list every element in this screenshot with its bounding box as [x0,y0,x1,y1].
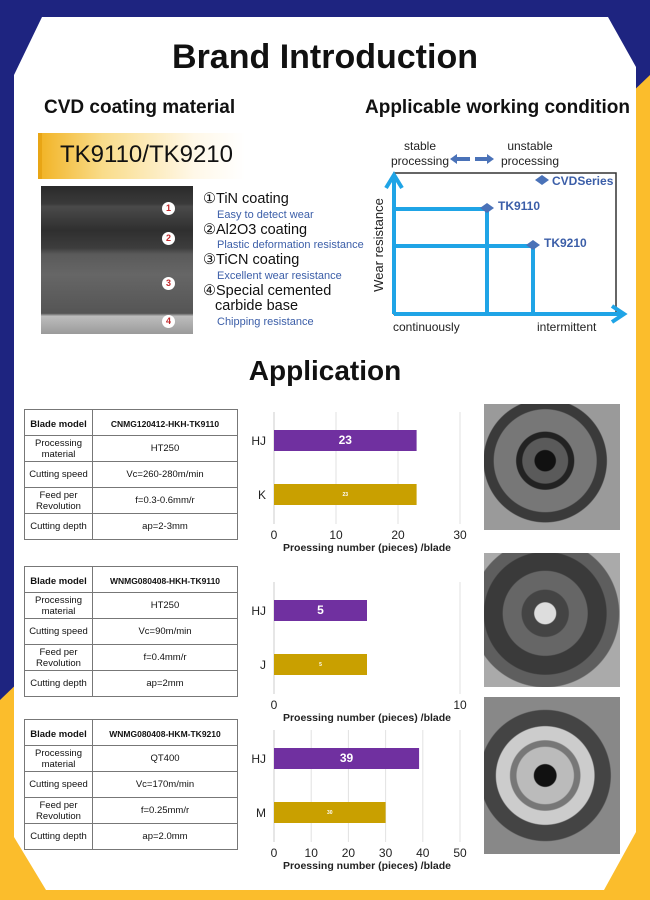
processing-chart [250,574,470,724]
tick-label: 50 [453,846,467,860]
spec-label: Feed per Revolution [25,645,93,671]
spec-value: ap=2mm [93,671,238,697]
spec-value: HT250 [93,436,238,462]
layer-desc: Plastic deformation resistance [217,239,364,251]
data-label: 23 [342,492,349,498]
layer-name: ①TiN coating [203,191,289,207]
data-label: 39 [339,751,354,765]
tick-label: 10 [329,528,343,542]
layer-marker: 4 [162,315,175,328]
spec-value: Vc=260-280m/min [93,462,238,488]
data-label: 23 [338,433,352,447]
point-label-tk9210: TK9210 [544,236,587,250]
spec-table [24,719,238,850]
application-title: Application [248,355,402,386]
category-label: HJ [251,604,266,618]
coating-layers-list [203,192,364,330]
table-row [25,671,238,697]
stable-label: processing [390,154,450,168]
spec-value: CNMG120412-HKH-TK9110 [93,410,238,436]
tick-label: 0 [270,698,278,712]
unstable-label: processing [500,154,560,168]
table-row [25,746,238,772]
spec-value: f=0.3-0.6mm/r [93,488,238,514]
spec-label: Cutting depth [25,671,93,697]
layer-desc: Excellent wear resistance [217,269,342,282]
spec-label: Cutting speed [25,462,93,488]
processing-chart [250,404,470,554]
table-row [25,798,238,824]
table-row [25,462,238,488]
working-condition-diagram [360,130,640,340]
spec-label: Blade model [25,720,93,746]
data-label: 5 [317,603,324,617]
layer-desc: Easy to detect wear [217,208,314,221]
spec-label: Cutting depth [25,514,93,540]
tick-label: 10 [453,698,467,712]
spec-table [24,409,238,540]
y-axis-label: Wear resistance [371,198,386,292]
category-label: J [260,658,266,672]
layer-marker: 3 [162,277,175,290]
stable-label: stable [403,139,437,153]
processing-chart [250,722,470,872]
tick-label: 10 [304,846,318,860]
spec-table [24,566,238,697]
spec-label: Processing material [25,746,93,772]
spec-label: Cutting depth [25,824,93,850]
tick-label: 20 [391,528,405,542]
spec-value: HT250 [93,593,238,619]
spec-label: Cutting speed [25,619,93,645]
spec-value: Vc=90m/min [93,619,238,645]
cvd-heading: CVD coating material [44,97,236,118]
category-label: HJ [251,752,266,766]
x-axis-left-label: continuously [393,320,460,334]
spec-label: Blade model [25,567,93,593]
table-row [25,436,238,462]
series-label: CVDSeries [552,174,614,188]
table-row [25,488,238,514]
category-label: K [257,488,266,502]
point-diamond-icon [480,203,494,213]
tick-label: 0 [270,528,278,542]
tick-label: 30 [378,846,393,860]
point-diamond-icon [526,240,540,250]
table-row [25,720,238,746]
x-axis-title: Proessing number (pieces) /blade [282,712,452,724]
table-row [25,645,238,671]
spec-label: Feed per Revolution [25,798,93,824]
axes [386,175,624,322]
series-diamond-icon [535,175,549,185]
table-row [25,772,238,798]
spec-value: QT400 [93,746,238,772]
layer-name: ③TiCN coating [203,252,300,268]
spec-label: Cutting speed [25,772,93,798]
table-row [25,567,238,593]
tick-label: 20 [341,846,356,860]
workpiece-photo [484,697,620,854]
spec-value: f=0.25mm/r [93,798,238,824]
data-label: 5 [319,662,322,668]
tick-label: 30 [453,528,467,542]
table-row [25,514,238,540]
spec-value: ap=2.0mm [93,824,238,850]
table-row [25,824,238,850]
point-label-tk9110: TK9110 [498,199,541,213]
table-row [25,410,238,436]
workpiece-photo [484,553,620,687]
spec-value: WNMG080408-HKM-TK9210 [93,720,238,746]
spec-value: Vc=170m/min [93,772,238,798]
spec-value: ap=2-3mm [93,514,238,540]
tick-label: 40 [416,846,430,860]
table-row [25,593,238,619]
x-axis-title: Proessing number (pieces) /blade [282,542,452,554]
layer-marker: 1 [162,202,175,215]
spec-value: WNMG080408-HKH-TK9110 [93,567,238,593]
spec-label: Processing material [25,436,93,462]
spec-label: Feed per Revolution [25,488,93,514]
x-axis-right-label: intermittent [537,320,597,334]
spec-label: Blade model [25,410,93,436]
category-label: HJ [251,434,266,448]
x-axis-title: Proessing number (pieces) /blade [282,860,452,872]
unstable-label: unstable [507,139,553,153]
category-label: M [256,806,266,820]
layer-desc: Chipping resistance [217,315,314,328]
workpiece-photo [484,404,620,530]
layer-name: carbide base [215,298,299,314]
grade-tag: TK9110/TK9210 [38,133,245,179]
left-arrow-icon [450,154,470,164]
data-label: 30 [327,810,333,816]
coating-cross-section-image [41,186,193,334]
working-condition-heading: Applicable working condition [365,97,630,118]
table-row [25,619,238,645]
layer-marker: 2 [162,232,175,245]
spec-value: f=0.4mm/r [93,645,238,671]
layer-name: ②Al2O3 coating [203,221,308,238]
layer-name: ④Special cemented [203,282,332,299]
right-arrow-icon [475,154,494,164]
page-title: Brand Introduction [172,38,478,76]
tick-label: 0 [270,846,278,860]
spec-label: Processing material [25,593,93,619]
